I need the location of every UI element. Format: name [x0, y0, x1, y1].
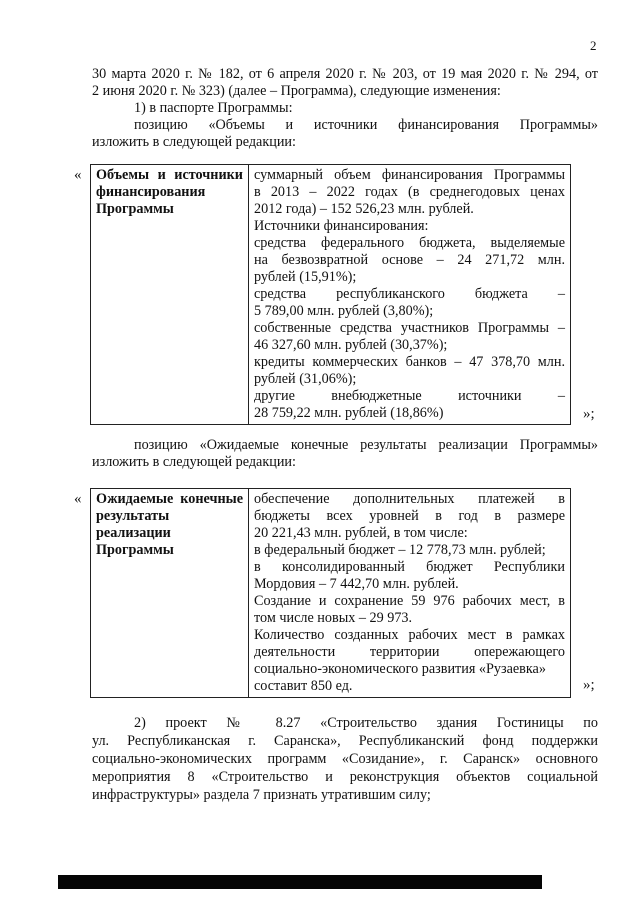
intro-line: изложить в следующей редакции: [92, 134, 296, 150]
value-line: том числе новых – 29 973. [254, 610, 413, 626]
value-line: кредиты коммерческих банков – 47 378,70 млн. [254, 354, 565, 370]
closing-paragraph [92, 714, 598, 804]
label-line: результаты [96, 508, 170, 524]
value-line: бюджеты всех уровней в год в размере [254, 508, 565, 524]
value-line: на безвозвратной основе – 24 271,72 млн. [254, 252, 565, 268]
label-line: Программы [96, 542, 174, 558]
table1-quote-open: « [74, 167, 82, 183]
value-line: средства республиканского бюджета – [254, 286, 565, 302]
label-line: Программы [96, 201, 174, 217]
value-line: Количество созданных рабочих мест в рамках [254, 627, 565, 643]
label-line: реализации [96, 525, 171, 541]
closing-line: мероприятия 8 «Строительство и реконструкция объектов социальной [92, 769, 598, 785]
closing-line: 2) проект № 8.27 «Строительство здания Гостиницы по [134, 715, 598, 731]
results-table [90, 488, 571, 698]
intro-line: 1) в паспорте Программы: [134, 100, 293, 116]
value-line: Создание и сохранение 59 976 рабочих мест, в [254, 593, 565, 609]
value-line: другие внебюджетные источники – [254, 388, 565, 404]
value-line: средства федерального бюджета, выделяемые [254, 235, 565, 251]
value-line: обеспечение дополнительных платежей в [254, 491, 565, 507]
value-line: составит 850 ед. [254, 678, 353, 694]
intro-paragraph [92, 66, 598, 151]
closing-line: социально-экономических программ «Созидание», г. Саранск» основного [92, 751, 598, 767]
results-label-cell [91, 489, 249, 698]
value-line: Источники финансирования: [254, 218, 429, 234]
financing-label-cell [91, 165, 249, 425]
value-line: в консолидированный бюджет Республики [254, 559, 565, 575]
label-line: финансирования [96, 184, 206, 200]
value-line: деятельности территории опережающего [254, 644, 565, 660]
value-line: суммарный объем финансирования Программы [254, 167, 565, 183]
value-line: рублей (15,91%); [254, 269, 357, 285]
value-line: в федеральный бюджет – 12 778,73 млн. рублей; [254, 542, 546, 558]
value-line: рублей (31,06%); [254, 371, 357, 387]
table1-quote-close: »; [583, 406, 595, 422]
table-row [91, 489, 571, 698]
value-line: Мордовия – 7 442,70 млн. рублей. [254, 576, 459, 592]
value-line: 46 327,60 млн. рублей (30,37%); [254, 337, 448, 353]
page-number: 2 [590, 38, 597, 53]
intro-line: 2 июня 2020 г. № 323) (далее – Программа), следующие изменения: [92, 83, 501, 99]
table-row [91, 165, 571, 425]
value-line: социально-экономического развития «Рузаевка» [254, 661, 546, 677]
value-line: 2012 года) – 152 526,23 млн. рублей. [254, 201, 474, 217]
closing-line: инфраструктуры» раздела 7 признать утратившим силу; [92, 787, 431, 803]
financing-table [90, 164, 571, 425]
intro-line: 30 марта 2020 г. № 182, от 6 апреля 2020 г. № 203, от 19 мая 2020 г. № 294, от [92, 66, 598, 82]
middle-paragraph [92, 437, 598, 471]
closing-line: ул. Республиканская г. Саранска», Республиканский фонд поддержки [92, 733, 598, 749]
intro-line: позицию «Объемы и источники финансирования Программы» [134, 117, 598, 133]
label-line: Ожидаемые конечные [96, 491, 243, 507]
middle-line: изложить в следующей редакции: [92, 454, 296, 470]
value-line: 28 759,22 млн. рублей (18,86%) [254, 405, 444, 421]
value-line: собственные средства участников Программы – [254, 320, 565, 336]
table2-quote-open: « [74, 491, 82, 507]
value-line: в 2013 – 2022 годах (в среднегодовых ценах [254, 184, 565, 200]
table2-quote-close: »; [583, 677, 595, 693]
middle-line: позицию «Ожидаемые конечные результаты реализации Программы» [134, 437, 598, 453]
scan-edge-bar [58, 875, 542, 889]
results-value-cell [249, 489, 571, 698]
value-line: 5 789,00 млн. рублей (3,80%); [254, 303, 434, 319]
financing-value-cell [249, 165, 571, 425]
label-line: Объемы и источники [96, 167, 243, 183]
value-line: 20 221,43 млн. рублей, в том числе: [254, 525, 468, 541]
